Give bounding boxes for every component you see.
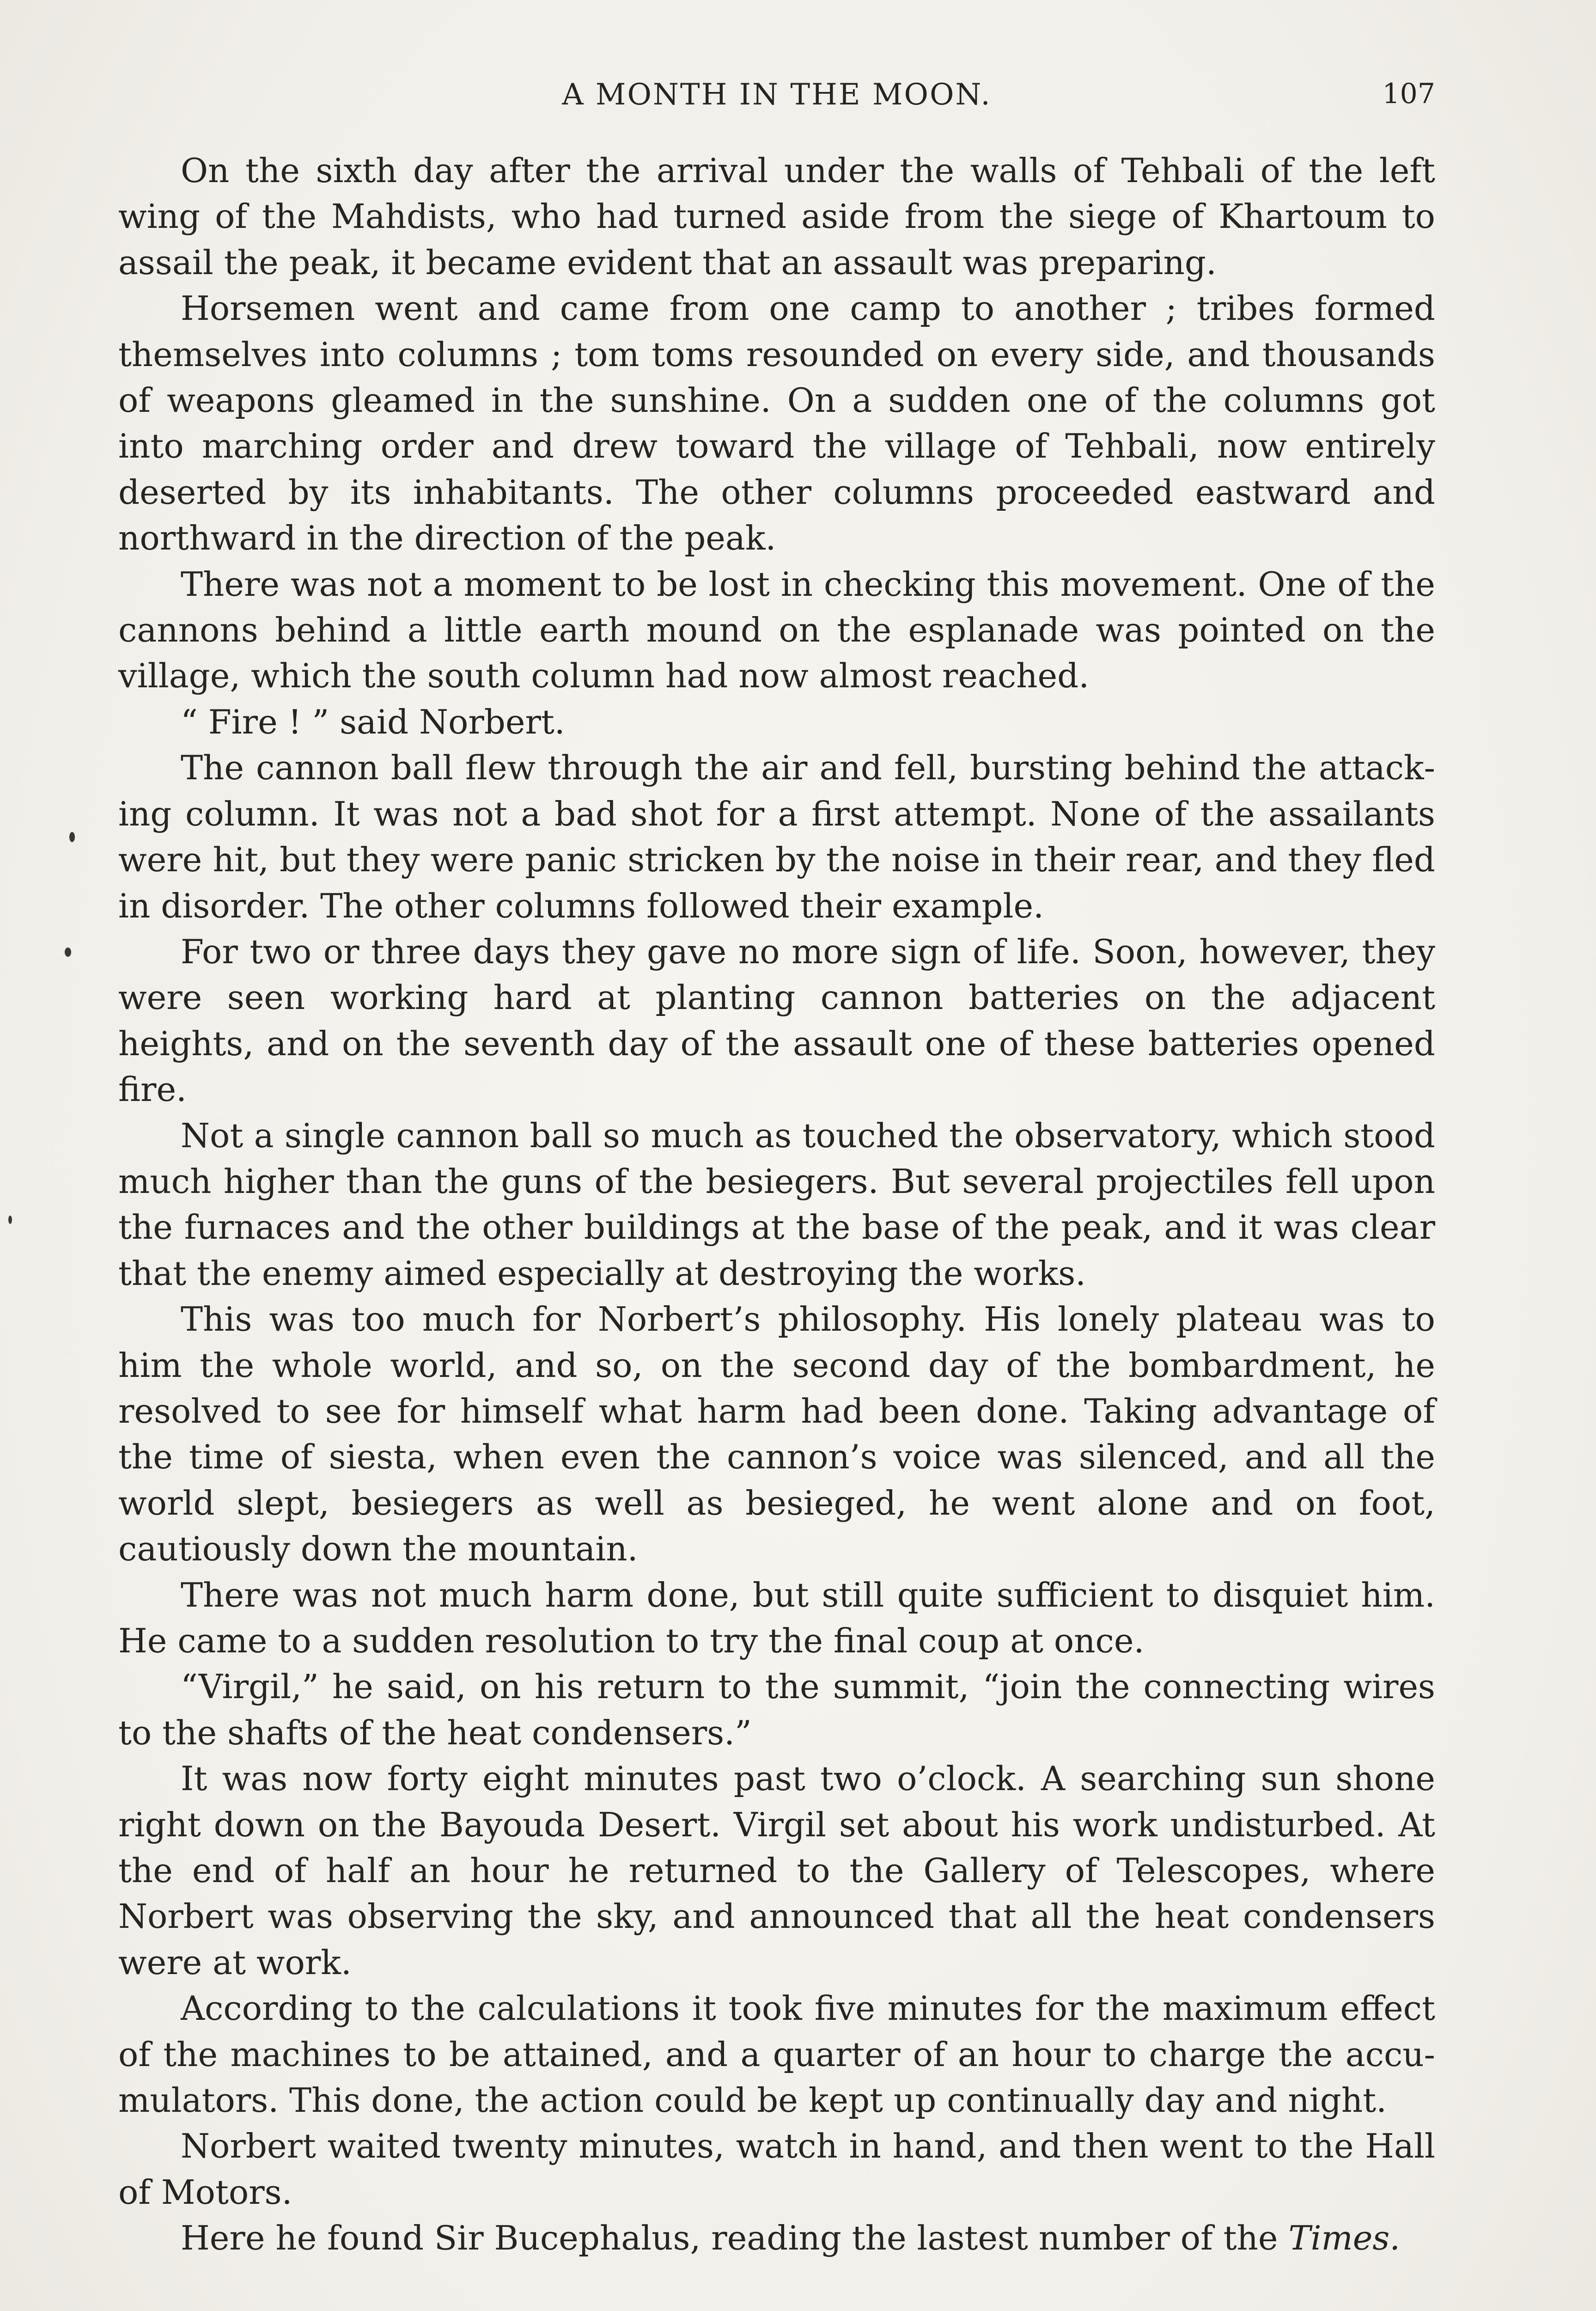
paragraph: This was too much for Norbert’s philosophy. His lonely plateau was to him the whole world, and so, on the second day of the bombardment, he resolved to see for himself what harm had been done. Taking advantage of the time of siesta, when even the cannon’s voice was silenced, and all the world slept, besiegers as well as besieged, he went alone and on foot, cautiously down the mountain. xyxy=(118,1300,1435,1569)
paragraph: The cannon ball flew through the air and fell, bursting behind the attacking column. It was not a bad shot for a first attempt. None of the assailants were hit, but they were panic stricken by the noise in their rear, and they fled in disorder. The other columns followed their example. xyxy=(118,748,1435,925)
paragraph: It was now forty eight minutes past two o’clock. A searching sun shone right down on the Bayouda Desert. Virgil set about his work undisturbed. At the end of half an hour he returned to the Gallery of Telescopes, where Norbert was observing the sky, and announced that all the heat condensers were at work. xyxy=(118,1759,1435,1982)
paragraph: “ Fire ! ” said Norbert. xyxy=(181,702,565,741)
paragraph-last-text: Here he found Sir Bucephalus, reading the lastest number of the xyxy=(181,2219,1289,2258)
paragraph: On the sixth day after the arrival under the walls of Tehbali of the left wing of the Mahdists, who had turned aside from the siege of Khartoum to assail the peak, it became evident that an assault was preparing. xyxy=(118,151,1435,282)
scan-speck xyxy=(65,948,71,957)
paragraph: There was not much harm done, but still quite sufficient to disquiet him. He came to a sudden resolution to try the final coup at once. xyxy=(118,1575,1435,1660)
scan-speck xyxy=(8,1216,12,1224)
paragraph: For two or three days they gave no more sign of life. Soon, however, they were seen working hard at planting cannon batteries on the adjacent heights, and on the seventh day of the assault one of these batteries opened fire. xyxy=(118,932,1435,1109)
paragraph: “Virgil,” he said, on his return to the summit, “join the connecting wires to the shafts of the heat condensers.” xyxy=(118,1667,1435,1752)
running-title: A MONTH IN THE MOON. xyxy=(562,78,992,112)
newspaper-title-italic: Times. xyxy=(1288,2219,1401,2258)
paragraph: According to the calculations it took five minutes for the maximum effect of the machines to be attained, and a quarter of an hour to charge the accumulators. This done, the action could be kept up continually day and night. xyxy=(118,1989,1435,2120)
page-header xyxy=(118,78,1435,128)
page-number: 107 xyxy=(1382,78,1435,110)
scan-speck xyxy=(69,832,75,842)
paragraph-last xyxy=(118,2215,1435,2261)
paragraph: There was not a moment to be lost in checking this movement. One of the cannons behind a little earth mound on the esplanade was pointed on the village, which the south column had now almost reached. xyxy=(118,564,1435,696)
body-text xyxy=(118,148,1435,2262)
paragraph: Not a single cannon ball so much as touched the observatory, which stood much higher than the guns of the besiegers. But several projectiles fell upon the furnaces and the other buildings at the base of the peak, and it was clear that the enemy aimed especially at destroying the works. xyxy=(118,1116,1435,1293)
paragraph: Horsemen went and came from one camp to another ; tribes formed themselves into columns ; tom toms resounded on every side, and thousands of weapons gleamed in the sunshine. On a sudden one of the columns got into marching order and drew toward the village of Tehbali, now entirely deserted by its inhabitants. The other columns proceeded eastward and northward in the direction of the peak. xyxy=(118,289,1435,558)
paragraph: Norbert waited twenty minutes, watch in hand, and then went to the Hall of Motors. xyxy=(118,2127,1435,2212)
